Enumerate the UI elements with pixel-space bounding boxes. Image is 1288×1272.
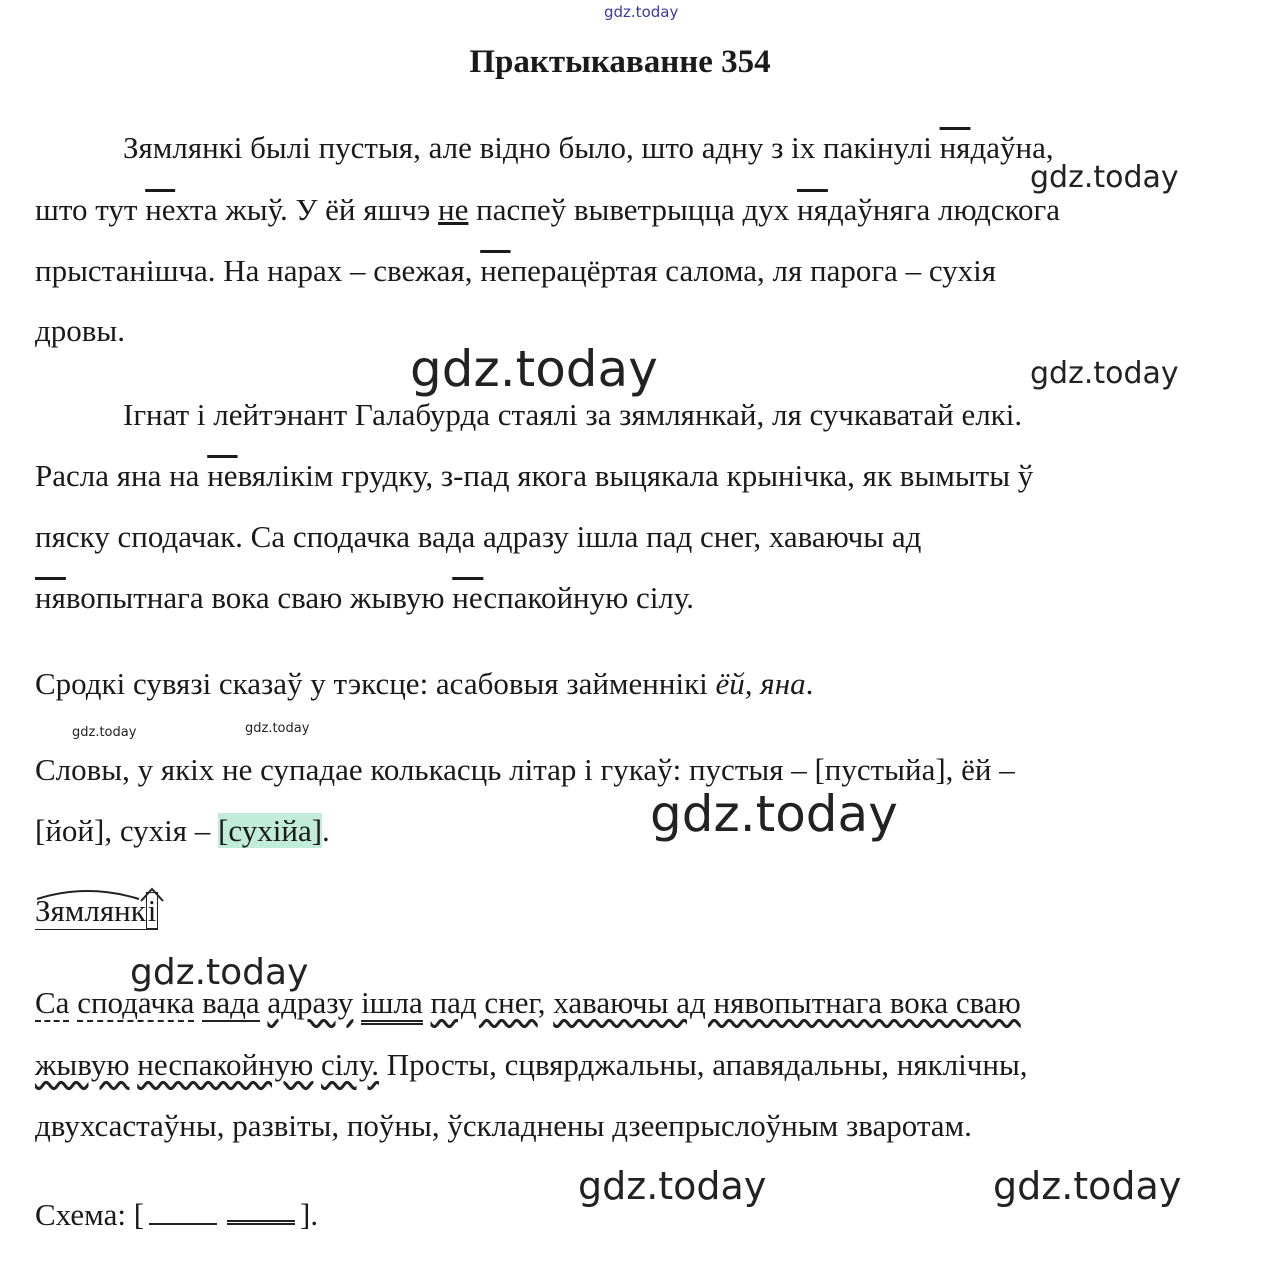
sentence-parse: Са сподачка вада адразу ішла пад снег, хаваючы ад нявопытнага вока сваю xyxy=(35,985,1021,1021)
watermark: gdz.today xyxy=(650,785,898,843)
sentence-parse: жывую неспакойную сілу. Просты, сцвярджальны, апавядальны, няклічны, xyxy=(35,1047,1028,1082)
watermark: gdz.today xyxy=(130,952,309,993)
watermark: gdz.today xyxy=(993,1164,1182,1208)
morph-suffix: к xyxy=(130,893,146,928)
predicate-blank xyxy=(227,1192,295,1225)
sentence-characteristics: двухсастаўны, развіты, поўны, ўскладнены дзеепрыслоўным зваротам. xyxy=(35,1108,972,1143)
text-line: пяску сподачак. Са сподачка вада адразу ішла пад снег, хаваючы ад xyxy=(35,519,922,554)
watermark: gdz.today xyxy=(410,340,658,398)
root-arc xyxy=(37,891,139,899)
morph-ending: і xyxy=(147,893,157,928)
text-line: што тут нехта жыў. У ёй яшчэ не паспеў выветрыцца дух нядаўняга людскога xyxy=(35,192,1061,227)
text-line: Ігнат і лейтэнант Галабурда стаялі за зямлянкай, ля сучкаватай елкі. xyxy=(123,397,1023,432)
watermark: gdz.today xyxy=(1030,160,1179,195)
watermark: gdz.today xyxy=(604,3,679,21)
text-line: Расла яна на невялікім грудку, з-пад якога выцякала крынічка, як вымыты ў xyxy=(35,458,1034,493)
phonetics-line: [йой], сухія – [сухійа]. xyxy=(35,813,330,848)
phonetics-line: Словы, у якіх не супадае колькасць літар і гукаў: пустыя – [пустыйа], ёй – xyxy=(35,752,1015,787)
text-line: Зямлянкі былі пустыя, але відно было, што адну з іх пакінулі нядаўна, xyxy=(123,130,1054,165)
suffix-mark xyxy=(141,889,163,901)
watermark: gdz.today xyxy=(72,725,137,740)
morpheme-marks xyxy=(35,885,195,903)
morph-root: Зямлян xyxy=(35,893,131,928)
text-line: дровы. xyxy=(35,313,125,348)
sentence-schema: Схема: [ ]. xyxy=(35,1192,318,1233)
text-line: прыстанішча. На нарах – свежая, неперацёртая салома, ля парога – сухія xyxy=(35,253,997,288)
watermark: gdz.today xyxy=(245,721,310,736)
watermark: gdz.today xyxy=(1030,356,1179,391)
cohesion-line: Сродкі сувязі сказаў у тэксце: асабовыя займеннікі ёй, яна. xyxy=(35,666,814,701)
text-line: нявопытнага вока сваю жывую неспакойную сілу. xyxy=(35,580,695,615)
morpheme-parse xyxy=(35,893,158,930)
page-title: Практыкаванне 354 xyxy=(469,44,771,80)
watermark: gdz.today xyxy=(578,1164,767,1208)
subject-blank xyxy=(149,1195,217,1225)
